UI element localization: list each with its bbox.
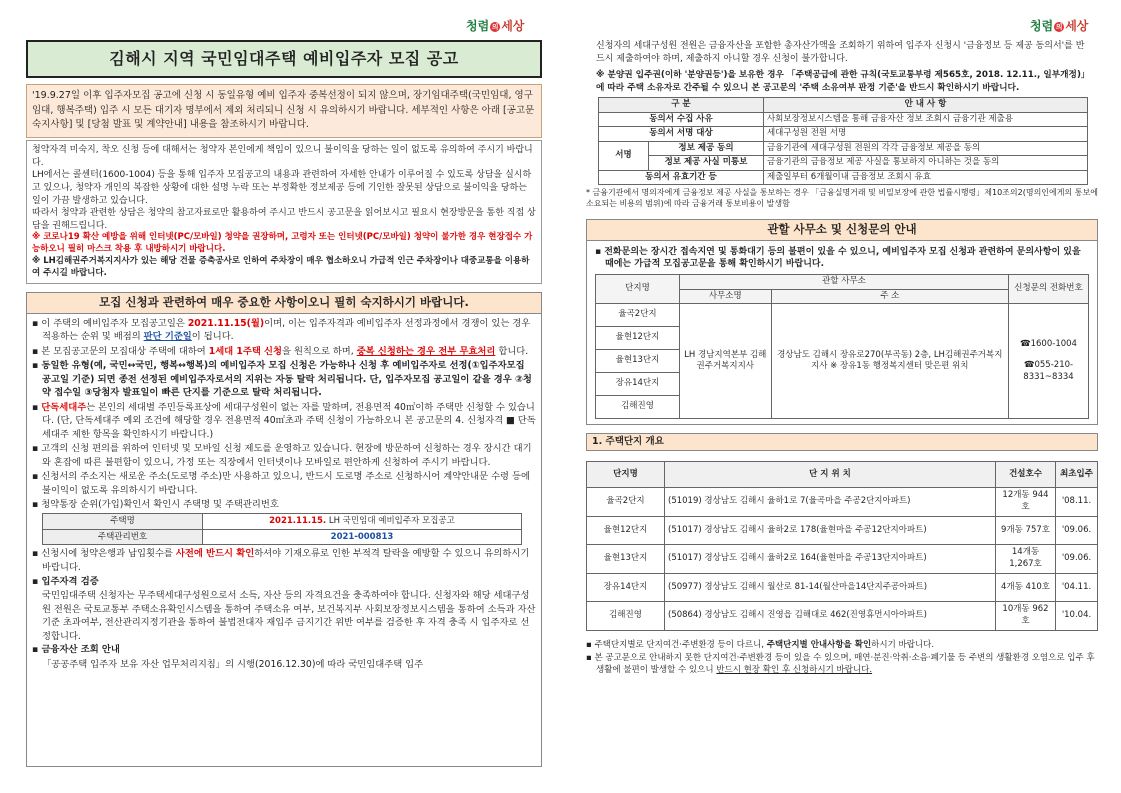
- table-row: [599, 112, 1088, 126]
- table-cell: '09.06.: [1056, 545, 1098, 574]
- table-cell: (51019) 경상남도 김해시 율하1로 7(율곡마을 주공2단지아파트): [665, 488, 996, 517]
- office-section-body: [586, 241, 1098, 425]
- table-row: [599, 170, 1088, 184]
- table-cell: 세대구성원 전원 서명: [763, 127, 1087, 141]
- left-column: [26, 40, 542, 767]
- table-header-row: [587, 462, 1098, 488]
- text: 신청시에 청약은행과 납입횟수를: [41, 548, 176, 560]
- table-row: [587, 488, 1098, 517]
- table-cell: 김해진영: [587, 602, 665, 631]
- table-row: [587, 516, 1098, 545]
- text: 본 공고문으로 안내하지 못한 단지여건·주변환경 등이 있을 수 있으며, 매연·분진·악취·소음·폐기물 등 주변의 생활환경 오염으로 입주 후 생활에 불편이 발생할 수 있으니: [594, 652, 1095, 676]
- single-household-label: 단독세대주: [41, 401, 87, 413]
- text: 이 됩니다.: [191, 331, 234, 343]
- table-header: 안 내 사 항: [763, 98, 1087, 112]
- table-cell: 동의서 서명 대상: [599, 127, 764, 141]
- table-cell: '08.11.: [1056, 488, 1098, 517]
- table-header: 구 분: [599, 98, 764, 112]
- table-header: 건설호수: [996, 462, 1056, 488]
- announcement-date: 2021.11.15(월): [187, 317, 265, 329]
- table-cell: '10.04.: [1056, 602, 1098, 631]
- table-cell: 율곡2단지: [596, 304, 680, 327]
- notice-text-3: 따라서 청약과 관련한 상담은 청약의 참고자료로만 활용하여 주시고 반드시 공고문을 읽어보시고 필요시 현장방문을 통한 직접 상담을 권해드립니다.: [32, 208, 536, 231]
- text: 는 본인의 세대별 주민등록표상에 세대구성원이 없는 자를 말하며, 전용면적 40㎡이하 주택만 신청할 수 있습니다. (단, 단독세대주 예외 조건에 해당할 경우 전용면적 40㎡초과 주택 신청이 가능하오니 본 공고문의 4. 신청자격 ■ 단독세대주 제한 항목을 확인하시기 바랍니다.): [42, 401, 536, 440]
- table-row: [43, 529, 522, 544]
- notice-box: [26, 140, 542, 284]
- notice-text-1: 청약자격 미숙지, 착오 신청 등에 대해서는 청약자 본인에게 책임이 있으니 불이익을 당하는 일이 없도록 유의하여 주시기 바랍니다.: [32, 145, 533, 168]
- text: 이 주택의 예비입주자 모집공고일은: [41, 317, 188, 329]
- table-cell: 장유14단지: [587, 573, 665, 602]
- bullet-address: ▪ 신청서의 주소지는 새로운 주소(도로명 주소)만 사용하고 있으니, 반드시 도로명 주소로 신청하시어 계약안내문 수령 등에 불이익이 없도록 유의하시기 바랍니다.: [32, 470, 536, 497]
- bullet-financial-head: ▪ 금융자산 조회 안내: [32, 643, 536, 656]
- footnote-key: 반드시 현장 확인 후 신청하시기 바랍니다.: [716, 665, 873, 676]
- table-row: [599, 141, 1088, 155]
- table-header: 관할 사무소: [680, 275, 1009, 289]
- office-address: 경상남도 김해시 장유로270(부곡동) 2층, LH김해권주거복지지사 ※ 장유1동 행정복지센터 맞은편 위치: [771, 304, 1008, 419]
- financial-text: 「공공주택 입주자 보유 자산 업무처리지침」의 시행(2016.12.30)에 따라 국민임대주택 입주: [42, 658, 424, 670]
- table-header-row: [599, 98, 1088, 112]
- text: 하시기 바랍니다.: [871, 639, 935, 650]
- table-cell: 동의서 수집 사유: [599, 112, 764, 126]
- passbook-table: [42, 513, 522, 545]
- table-cell: 율현13단지: [587, 545, 665, 574]
- table-header: 최초입주: [1056, 462, 1098, 488]
- office-table: [595, 274, 1089, 419]
- financial-footnote: * 금융기관에서 명의자에게 금융정보 제공 사실을 통보하는 경우 「금융실명거래 및 비밀보장에 관한 법률시행령」제10조의2(명의인에게의 통보에 소요되는 비용의 범위)에 따라 금융거래 통보비용이 발생함: [586, 188, 1098, 208]
- text: 을 원칙으로 하며,: [282, 345, 357, 357]
- site-table: [586, 461, 1098, 631]
- phone-callcenter: ☎1600-1004: [1020, 338, 1077, 349]
- text: 본 모집공고문의 모집대상 주택에 대하여: [41, 345, 209, 357]
- office-section-title: 관할 사무소 및 신청문의 안내: [586, 219, 1098, 241]
- table-cell: 정보 제공 동의: [649, 141, 764, 155]
- table-row: [587, 573, 1098, 602]
- standard-date-label: 판단 기준일: [143, 331, 192, 343]
- table-cell: 주택관리번호: [43, 529, 203, 544]
- table-cell: 금융기관에 세대구성원 전원의 각각 금융정보 제공을 동의: [763, 141, 1087, 155]
- table-header: 단지명: [596, 275, 680, 304]
- housing-id: 2021-000813: [203, 529, 522, 544]
- right-column: [586, 40, 1098, 678]
- table-cell: 율현12단지: [596, 327, 680, 350]
- bullet-bank-check: [32, 547, 536, 574]
- table-header: 신청문의 전화번호: [1009, 275, 1089, 304]
- bullet-online: ▪ 고객의 신청 편의를 위하여 인터넷 및 모바일 신청 제도를 운영하고 있습니다. 현장에 방문하여 신청하는 경우 장시간 대기와 혼잡에 따른 불편함이 있으니, 가정 또는 직장에서 인터넷이나 모바일로 편안하게 신청하여 주시기 바랍니다.: [32, 442, 536, 469]
- table-cell: 율현12단지: [587, 516, 665, 545]
- bullet-passbook: ▪ 청약통장 순위(가입)확인서 확인시 주택명 및 주택관리번호: [32, 498, 536, 511]
- clean-world-logo: [466, 18, 524, 34]
- table-cell: 서명: [599, 141, 649, 170]
- duplicate-invalid-label: 중복 신청하는 경우 전부 무효처리: [356, 345, 496, 357]
- table-cell: '04.11.: [1056, 573, 1098, 602]
- table-cell: 장유14단지: [596, 373, 680, 396]
- bullet-single-household: [32, 401, 536, 441]
- parking-notice: ※ LH김해권주거복지지사가 있는 해당 건물 증축공사로 인하여 주차장이 매우 협소하오니 가급적 인근 주차장이나 대중교통을 이용하여 주시길 바랍니다.: [32, 256, 530, 278]
- bullet-one-house: [32, 345, 536, 358]
- table-cell: 9개동 757호: [996, 516, 1056, 545]
- footnote-2: [586, 652, 1098, 677]
- housing-name: LH 국민임대 예비입주자 모집공고: [326, 516, 455, 527]
- bullet-eligibility-head: ▪ 입주자격 검증: [32, 575, 536, 588]
- logo-text-1: 청렴: [466, 19, 490, 33]
- text: 하셔야 기재오류로 인한 부적격 탈락을 예방할 수 있으니 유의하시기 바랍니다.: [42, 548, 530, 573]
- table-cell: 주택명: [43, 514, 203, 529]
- covid-notice: ※ 코로나19 확산 예방을 위해 인터넷(PC/모바일) 청약을 권장하며, 고령자 또는 인터넷(PC/모바일) 청약이 불가한 경우 현장접수 가능하오니 필히 마스크 착용 후 내방하시기 바랍니다.: [32, 232, 533, 255]
- table-cell: 12개동 944호: [996, 488, 1056, 517]
- financial-consent-table: [598, 97, 1088, 185]
- page-title: 김해시 지역 국민임대주택 예비입주자 모집 공고: [26, 40, 542, 78]
- table-cell: (51017) 경상남도 김해시 율하2로 178(율현마을 주공12단지아파트): [665, 516, 996, 545]
- clean-world-logo-right: [1030, 18, 1088, 34]
- table-cell: 제출일부터 6개월이내 금융정보 조회시 유효: [763, 170, 1087, 184]
- table-cell: 김해진영: [596, 396, 680, 419]
- table-header: 단지명: [587, 462, 665, 488]
- table-cell: 동의서 유효기간 등: [599, 170, 764, 184]
- phone-inquiry-note: ▪ 전화문의는 장시간 접속지연 및 통화대기 등의 불편이 있을 수 있으니, 예비입주자 모집 신청과 관련하여 문의사항이 있을 때에는 가급적 모집공고문을 통해 확인하시기 바랍니다.: [595, 246, 1089, 270]
- table-header: 주 소: [771, 289, 1008, 303]
- table-cell: 율현13단지: [596, 350, 680, 373]
- site-section-title: 1. 주택단지 개요: [586, 433, 1098, 451]
- site-footnotes: [586, 639, 1098, 677]
- bullet-same-type: ▪ 동일한 유형(예, 국민↔국민, 행복↔행복)의 예비입주자 모집 신청은 가능하나 신청 후 예비입주자로 선정(①입주자모집 공고일 기준) 되면 종전 선정된 예비입주자로서의 지위는 자동 탈락 처리됩니다. 단, 입주자모집 공고일이 같을 경우 ②청약 접수일 ③당첨자 발표일이 빠른 단지를 기준으로 탈락 처리됩니다.: [32, 359, 536, 399]
- table-row: [596, 304, 1089, 327]
- table-header-row: [596, 275, 1089, 289]
- table-cell: 정보 제공 사실 미통보: [649, 156, 764, 170]
- footnote-1: [586, 639, 1098, 651]
- table-cell: 율곡2단지: [587, 488, 665, 517]
- text: 주택단지별로 단지여건·주변환경 등이 다르니,: [594, 639, 767, 650]
- table-cell: (51017) 경상남도 김해시 율하2로 164(율현마을 주공13단지아파트): [665, 545, 996, 574]
- table-header: 단 지 위 치: [665, 462, 996, 488]
- important-section-title: 모집 신청과 관련하여 매우 중요한 사항이오니 필히 숙지하시기 바랍니다.: [26, 292, 542, 314]
- table-cell: 10개동 962호: [996, 602, 1056, 631]
- table-cell: 금융기관의 금융정보 제공 사실을 통보하지 아니하는 것을 동의: [763, 156, 1087, 170]
- table-cell: (50977) 경상남도 김해시 월산로 81-14(월산마을14단지주공아파트): [665, 573, 996, 602]
- presale-right-note: ※ 분양권 입주권(이하 '분양권등')을 보유한 경우 「주택공급에 관한 규칙(국토교통부령 제565호, 2018. 12.11., 일부개정)」에 따라 주택 소유자로 간주될 수 있으니 본 공고문의 '주택 소유여부 판정 기준'을 반드시 확인하시기 바랍니다.: [596, 70, 1086, 93]
- table-row: [43, 514, 522, 529]
- table-row: [587, 602, 1098, 631]
- logo-text-2: 세상: [1065, 19, 1089, 33]
- logo-dot: 의: [491, 21, 499, 31]
- one-house-label: 1세대 1주택 신청: [208, 345, 283, 357]
- table-cell: 4개동 410호: [996, 573, 1056, 602]
- table-row: [587, 545, 1098, 574]
- text: 합니다.: [495, 345, 529, 357]
- footnote-key: 주택단지별 안내사항을 확인: [766, 639, 872, 650]
- logo-text-1: 청렴: [1030, 19, 1054, 33]
- eligibility-text: 국민임대주택 신청자는 무주택세대구성원으로서 소득, 자산 등의 자격요건을 충족하여야 합니다. 신청자와 해당 세대구성원 전원은 국토교통부 주택소유확인시스템을 통하여 주택소유 여부, 보건복지부 사회보장정보시스템을 통하여 소득과 자산기준 초과여부, 전산관리지정기관을 통하여 불법전대자 재입주 금지기간 위반 여부를 검증한 후 자격 충족 시 입주자로 선정합니다.: [42, 590, 536, 642]
- intro-box: '19.9.27일 이후 입주자모집 공고에 신청 시 동일유형 예비 입주자 중복선정이 되지 않으며, 장기임대주택(국민임대, 영구임대, 행복주택) 입주 시 모든 대기자 명부에서 제외 처리되니 신청 시 유의하시기 바랍니다. 세부적인 사항은 아래 [공고문 숙지사항] 및 [당첨 발표 및 계약안내] 내용을 참조하시기 바랍니다.: [26, 84, 542, 138]
- table-cell: 14개동 1,267호: [996, 545, 1056, 574]
- table-cell: '09.06.: [1056, 516, 1098, 545]
- check-label: 사전에 반드시 확인: [175, 548, 255, 560]
- notice-date: 2021.11.15.: [269, 516, 327, 527]
- office-name: LH 경남지역본부 김해권주거복지지사: [680, 304, 772, 419]
- logo-dot: 의: [1055, 21, 1063, 31]
- text: 이며, 이는 입주자격과 예비입주자 선정과정에서 경쟁이 있는 경우 적용하는 순위 및 배점의: [42, 317, 531, 343]
- notice-text-2: LH에서는 콜센터(1600-1004) 등을 통해 입주자 모집공고의 내용과 관련하여 자세한 안내가 이루어질 수 있도록 상담을 실시하고 있으나, 청약자 개인의 복잡한 상황에 대한 설명 누락 또는 부정확한 정보제공 등에 기인한 잘못된 상담으로 불이익을 당하는 일이 가끔 발생하고 있습니다.: [32, 170, 532, 206]
- office-phone: [1009, 304, 1089, 419]
- table-cell: [203, 514, 522, 529]
- bullet-announcement-date: [32, 317, 536, 344]
- phone-branch: ☎055-210-8331~8334: [1023, 360, 1074, 382]
- table-header: 사무소명: [680, 289, 772, 303]
- table-row: [599, 156, 1088, 170]
- important-section-body: [26, 314, 542, 767]
- logo-text-2: 세상: [501, 19, 525, 33]
- table-cell: 사회보장정보시스템을 통해 금융자산 정보 조회시 금융기관 제출용: [763, 112, 1087, 126]
- table-row: [599, 127, 1088, 141]
- table-cell: (50864) 경상남도 김해시 진영읍 김해대로 462(진영휴먼시아아파트): [665, 602, 996, 631]
- financial-continued-text: 신청자의 세대구성원 전원은 금융자산을 포함한 총자산가액을 조회하기 위하여 입주자 신청시 '금융정보 등 제공 동의서'를 반드시 제출하여야 하며, 제출하지 아니할 경우 신청이 불가합니다.: [596, 41, 1085, 65]
- site-table-body: [587, 488, 1098, 631]
